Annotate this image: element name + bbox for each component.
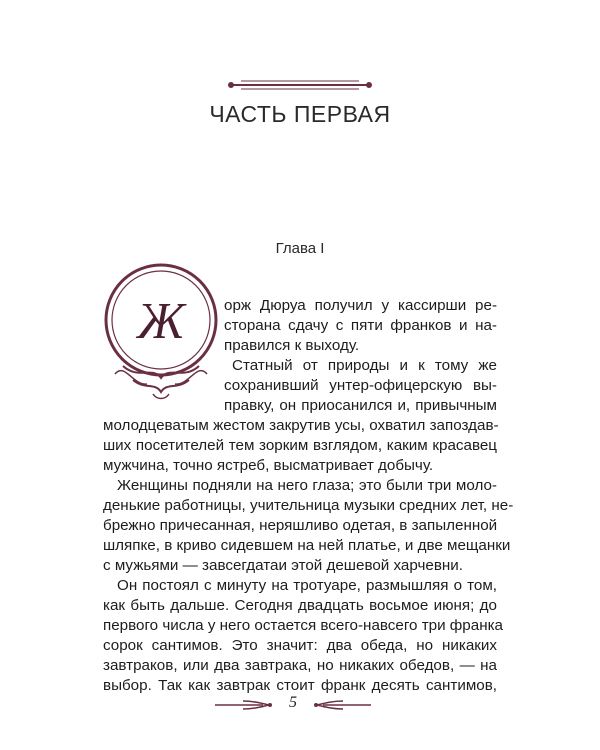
text-line: с мужьями — завсегдатаи этой дешевой харчевни. [103, 557, 463, 574]
text-line: орж Дюруа получил у кассирши ре- [224, 297, 497, 314]
text-line: Женщины подняли на него глаза; это были три моло- [117, 477, 497, 494]
footer-ornament-right [313, 699, 373, 711]
text-line: сорок сантимов. Это значит: два обеда, но никаких [103, 637, 497, 654]
chapter-title: Глава I [275, 240, 325, 257]
footer-ornament-left [213, 699, 273, 711]
page-number: 5 [289, 694, 297, 711]
part-title: ЧАСТЬ ПЕРВАЯ [209, 101, 391, 127]
text-line: молодцеватым жестом закрутив усы, охватил запоздав- [103, 417, 499, 434]
text-line: мужчина, точно ястреб, высматривает добычу. [103, 457, 434, 474]
text-line: как быть дальше. Сегодня двадцать восьмое июня; до [103, 597, 497, 614]
text-line: сохранивший унтер-офицерскую вы- [224, 377, 497, 394]
text-line: Статный от природы и к тому же [232, 357, 497, 374]
text-line: шляпке, в криво сидевшем на ней платье, и две мещанки [103, 537, 511, 554]
text-line: правился к выходу. [224, 337, 360, 354]
dropcap-letter: Ж [137, 293, 185, 350]
text-line: первого числа у него остается всего-навсего три франка [103, 617, 504, 634]
text-line: завтраков, или два завтрака, но никаких обедов, — на [103, 657, 497, 674]
text-line: сторана сдачу с пяти франков и на- [224, 317, 497, 334]
top-ornament-divider [227, 78, 373, 92]
page-footer [0, 695, 600, 715]
text-line: денькие работницы, учительница музыки средних лет, не- [103, 497, 514, 514]
text-line: ших посетителей тем зорким взглядом, каким красавец [103, 437, 497, 454]
text-line: правку, он приосанился и, привычным [224, 397, 497, 414]
decorative-initial-ornament [103, 262, 225, 402]
text-line: брежно причесанная, неряшливо одетая, в запыленной [103, 517, 498, 534]
text-line: Он постоял с минуту на тротуаре, размышляя о том, [117, 577, 497, 594]
text-line: выбор. Так как завтрак стоит франк десять сантимов, [103, 677, 497, 694]
